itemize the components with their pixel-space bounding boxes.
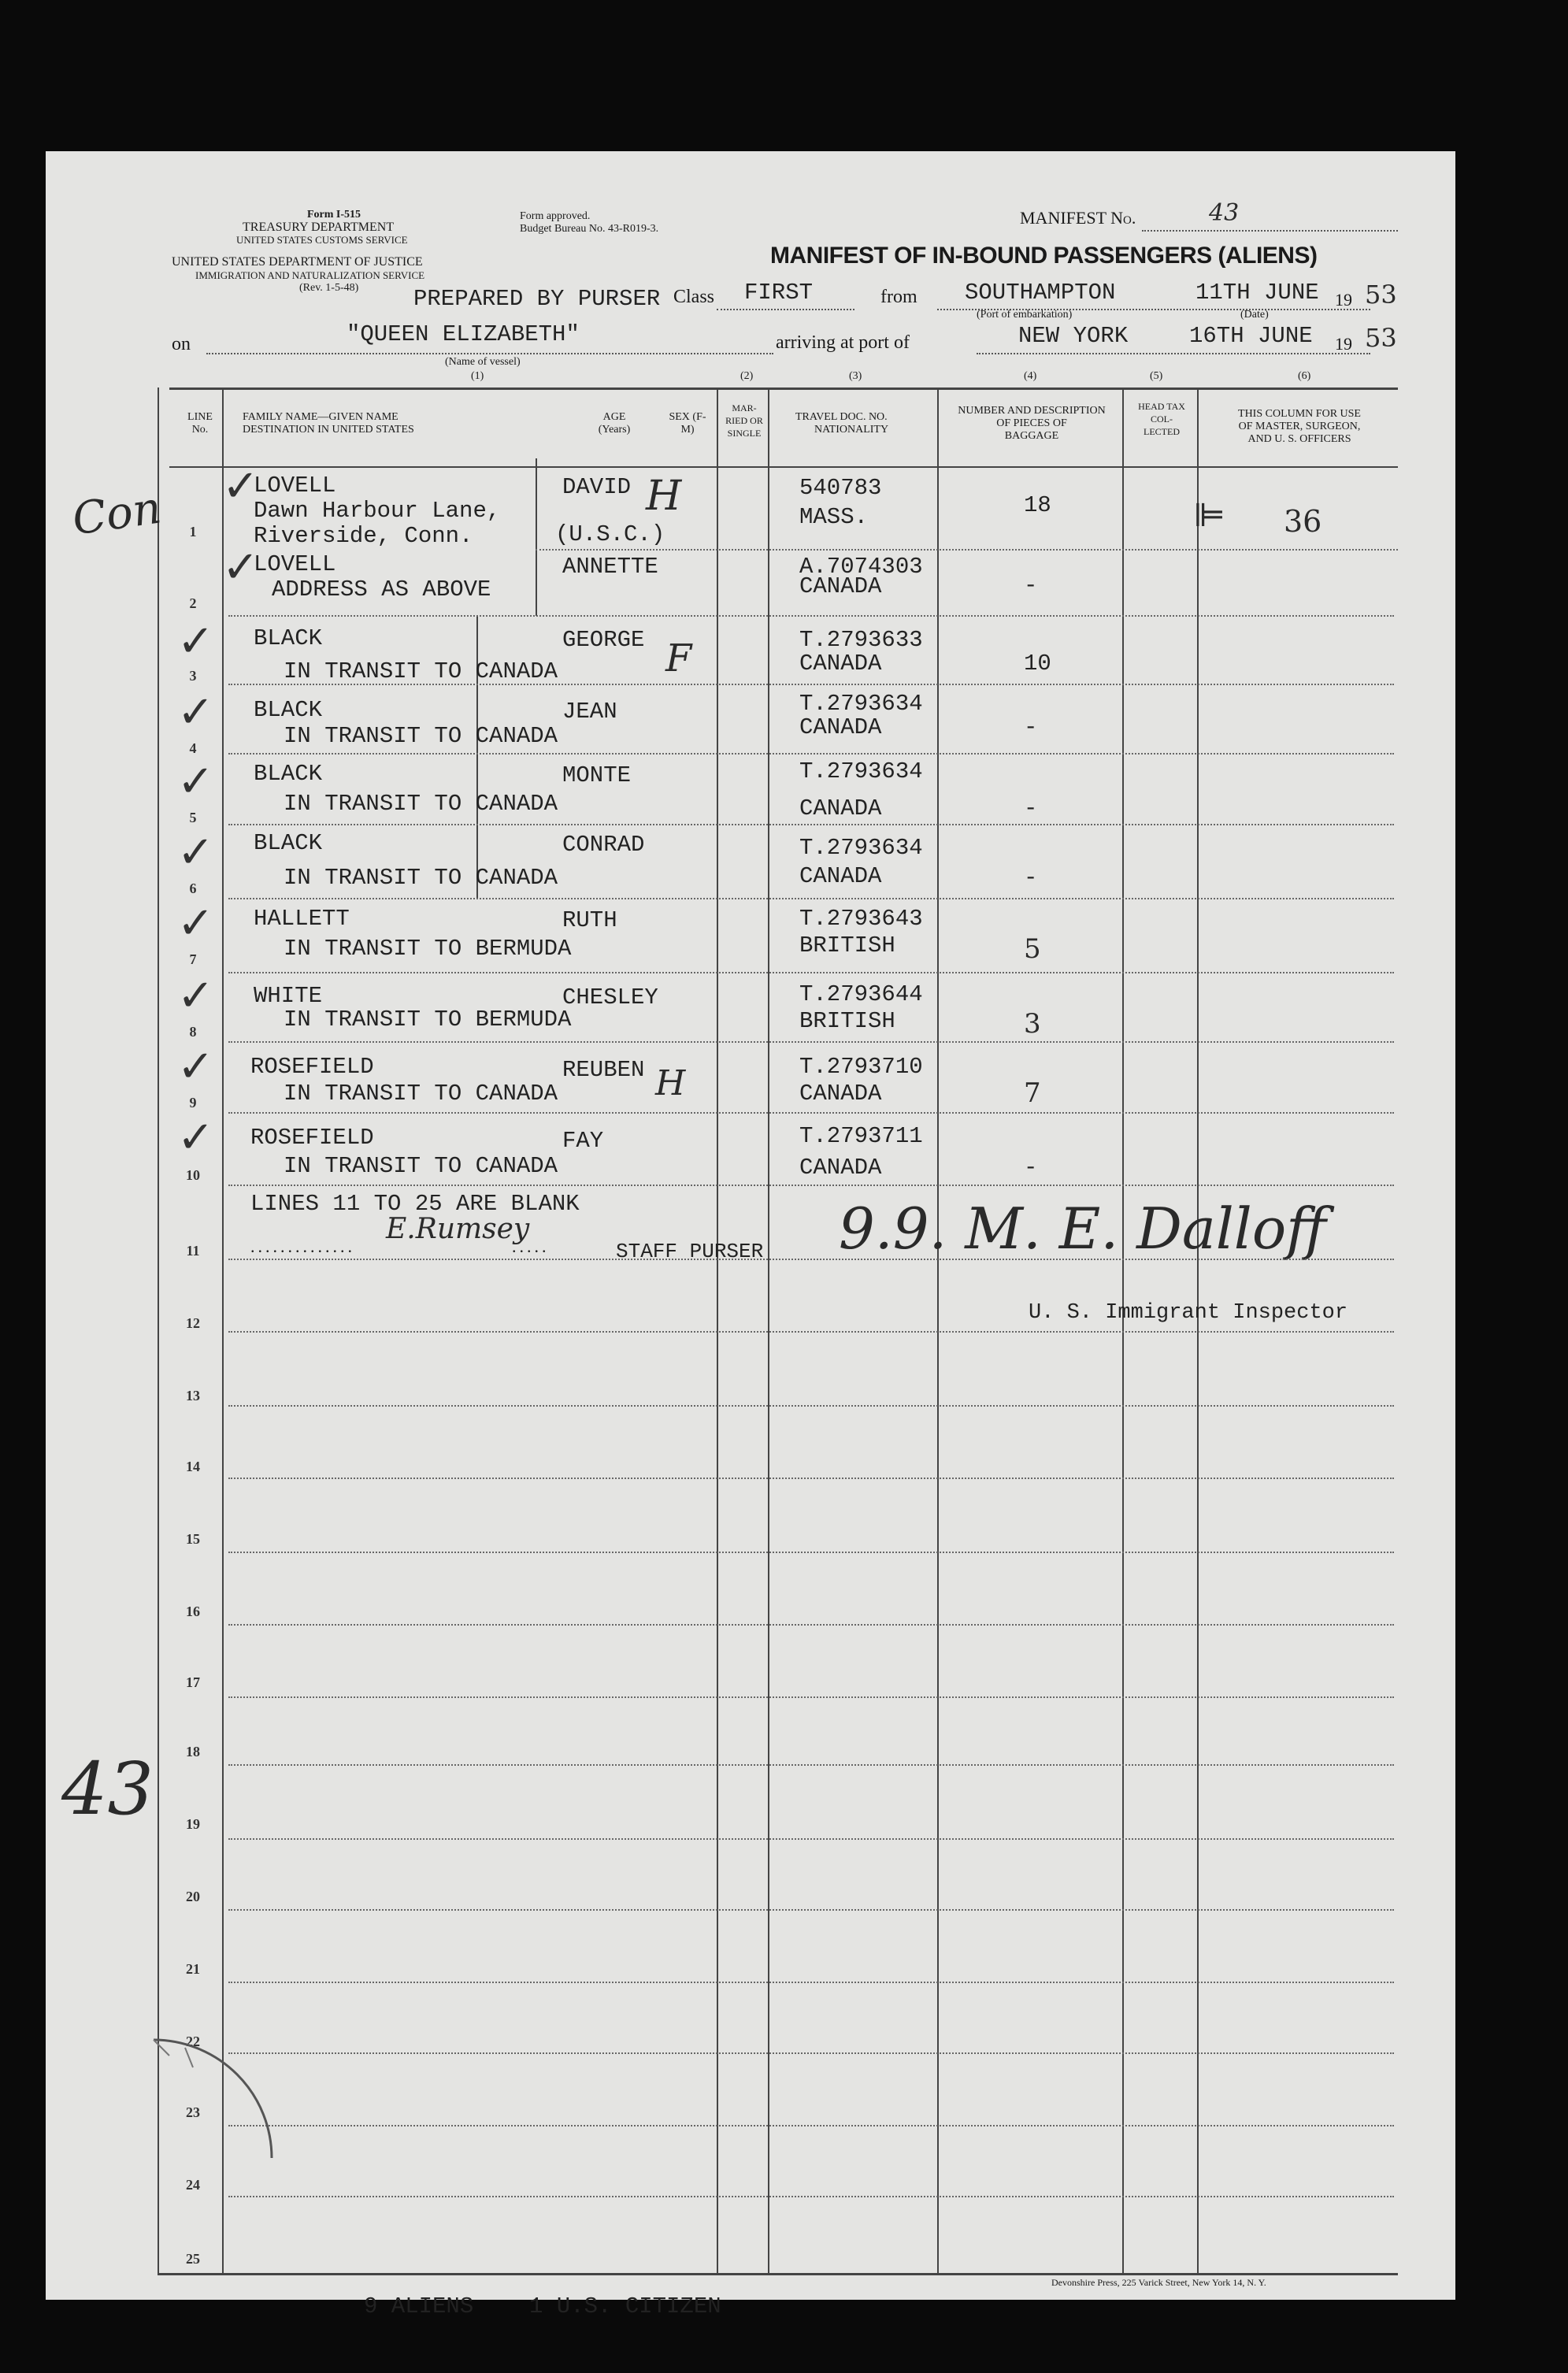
family-name: HALLETT bbox=[254, 906, 350, 932]
family-name: ROSEFIELD bbox=[250, 1125, 374, 1151]
line-number: 7 bbox=[189, 951, 197, 967]
purser-signature: E.Rumsey bbox=[386, 1213, 530, 1245]
arrival-port: NEW YORK bbox=[1018, 323, 1129, 349]
year-prefix-1: 19 bbox=[1335, 290, 1352, 310]
col-head-baggage: OF PIECES OF bbox=[996, 417, 1067, 429]
nationality: BRITISH bbox=[799, 933, 895, 958]
nationality: CANADA bbox=[799, 651, 882, 677]
col-head-travel-doc: TRAVEL DOC. NO. bbox=[795, 411, 888, 423]
row-separator bbox=[228, 1259, 1394, 1260]
baggage: 5 bbox=[1024, 933, 1041, 965]
manifest-title: MANIFEST OF IN-BOUND PASSENGERS (ALIENS) bbox=[770, 243, 1318, 269]
immigration-service: IMMIGRATION AND NATURALIZATION SERVICE bbox=[195, 269, 425, 281]
row-separator bbox=[228, 898, 1394, 899]
line-number: 24 bbox=[186, 2177, 200, 2193]
row-separator bbox=[228, 1838, 1394, 1840]
inspector-signature: 9.9. M. E. Dalloff bbox=[839, 1196, 1327, 1262]
given-name: REUBEN bbox=[562, 1057, 645, 1083]
given-name: DAVID bbox=[562, 474, 632, 500]
vessel-caption: (Name of vessel) bbox=[445, 356, 521, 368]
printer-imprint: Devonshire Press, 225 Varick Street, New York 14, N. Y. bbox=[1051, 2277, 1266, 2288]
row-separator bbox=[228, 1185, 1394, 1186]
line-number: 6 bbox=[189, 881, 197, 896]
line-number: 23 bbox=[186, 2104, 200, 2120]
nationality: CANADA bbox=[799, 863, 882, 889]
arriving-label: arriving at port of bbox=[776, 332, 910, 353]
revision-date: (Rev. 1-5-48) bbox=[299, 282, 359, 294]
destination: IN TRANSIT TO CANADA bbox=[284, 865, 558, 891]
line-number: 4 bbox=[189, 740, 197, 756]
family-name: ROSEFIELD bbox=[250, 1054, 374, 1080]
family-name: BLACK bbox=[254, 830, 323, 856]
col-head-baggage: NUMBER AND DESCRIPTION bbox=[958, 405, 1106, 417]
line-number: 20 bbox=[186, 1889, 200, 1904]
travel-doc: T.2793644 bbox=[799, 981, 923, 1007]
check-mark-icon: ✓ bbox=[177, 1041, 214, 1092]
nationality: CANADA bbox=[799, 1081, 882, 1107]
column-number-2: (2) bbox=[740, 370, 754, 382]
budget-bureau: Budget Bureau No. 43-R019-3. bbox=[520, 223, 659, 235]
row-separator bbox=[228, 2196, 1394, 2197]
given-name: RUTH bbox=[562, 907, 617, 933]
travel-doc: T.2793634 bbox=[799, 758, 923, 784]
line-number: 14 bbox=[186, 1459, 200, 1474]
line-number: 2 bbox=[189, 595, 197, 611]
column-number-4: (4) bbox=[1024, 370, 1037, 382]
travel-doc: T.2793634 bbox=[799, 691, 923, 717]
line-number: 12 bbox=[186, 1315, 200, 1331]
given-name: CONRAD bbox=[562, 832, 645, 858]
nationality: MASS. bbox=[799, 504, 869, 530]
travel-doc: 540783 bbox=[799, 475, 882, 501]
row-separator bbox=[228, 1624, 1394, 1626]
citizenship-note: (U.S.C.) bbox=[555, 521, 665, 547]
row-separator bbox=[228, 1112, 1394, 1114]
row-separator bbox=[228, 753, 1394, 755]
nationality: CANADA bbox=[799, 1155, 882, 1181]
summary-citizens: 1 U.S. CITIZEN bbox=[529, 2293, 721, 2319]
destination: IN TRANSIT TO CANADA bbox=[284, 1153, 558, 1179]
line-number: 25 bbox=[186, 2251, 200, 2267]
line-number: 17 bbox=[186, 1674, 200, 1690]
col-head-baggage: BAGGAGE bbox=[1004, 430, 1059, 442]
on-label: on bbox=[172, 334, 191, 354]
line-number: 3 bbox=[189, 668, 197, 684]
arrival-date: 16TH JUNE bbox=[1189, 323, 1313, 349]
column-number-1: (1) bbox=[471, 370, 484, 382]
destination: IN TRANSIT TO CANADA bbox=[284, 723, 558, 749]
row-separator bbox=[228, 1478, 1394, 1479]
handwritten-mark: H bbox=[646, 473, 682, 520]
table-top-rule bbox=[169, 387, 1398, 390]
blank-lines-note: LINES 11 TO 25 ARE BLANK bbox=[250, 1191, 580, 1217]
row-separator bbox=[228, 2125, 1394, 2126]
given-name: FAY bbox=[562, 1128, 604, 1154]
travel-doc: T.2793643 bbox=[799, 906, 923, 932]
row-separator bbox=[228, 1041, 1394, 1043]
officer-mark: ⊫ bbox=[1193, 498, 1226, 534]
justice-dept: UNITED STATES DEPARTMENT OF JUSTICE bbox=[172, 255, 423, 269]
check-mark-icon: ✓ bbox=[177, 687, 214, 738]
table-bottom-rule bbox=[158, 2273, 1398, 2275]
destination: IN TRANSIT TO CANADA bbox=[284, 791, 558, 817]
baggage: - bbox=[1024, 795, 1038, 821]
column-number-3: (3) bbox=[849, 370, 862, 382]
col-head-officers: THIS COLUMN FOR USE bbox=[1238, 408, 1361, 420]
row-separator bbox=[228, 1331, 1394, 1333]
line-number: 11 bbox=[186, 1243, 200, 1259]
nationality: CANADA bbox=[799, 573, 882, 599]
check-mark-icon: ✓ bbox=[177, 1112, 214, 1163]
row-separator bbox=[228, 1982, 1394, 1983]
col-head-married: MAR-RIED OR SINGLE bbox=[725, 402, 763, 439]
class-value: FIRST bbox=[744, 280, 814, 306]
nationality: CANADA bbox=[799, 795, 882, 821]
col-head-line-no: LINE No. bbox=[187, 411, 213, 436]
row-separator bbox=[228, 1696, 1394, 1698]
from-label: from bbox=[880, 287, 917, 307]
class-rule bbox=[717, 309, 854, 310]
col-head-head-tax: HEAD TAX COL-LECTED bbox=[1138, 401, 1185, 437]
baggage: - bbox=[1024, 865, 1038, 891]
stamp-arc bbox=[138, 2032, 295, 2221]
manifest-no-value: 43 bbox=[1209, 199, 1240, 227]
baggage: 7 bbox=[1024, 1077, 1041, 1109]
destination: Dawn Harbour Lane, bbox=[254, 498, 501, 524]
line-number: 19 bbox=[186, 1816, 200, 1832]
customs-service: UNITED STATES CUSTOMS SERVICE bbox=[236, 234, 408, 246]
manifest-no-label: MANIFEST No. bbox=[1020, 208, 1136, 228]
given-name: GEORGE bbox=[562, 627, 645, 653]
line-number: 22 bbox=[186, 2034, 200, 2049]
line-number: 16 bbox=[186, 1604, 200, 1619]
row-separator bbox=[228, 684, 1394, 685]
line-number: 9 bbox=[189, 1095, 197, 1110]
row-separator bbox=[228, 972, 1394, 973]
travel-doc: T.2793633 bbox=[799, 627, 923, 653]
row-separator bbox=[228, 615, 1394, 617]
travel-doc: T.2793634 bbox=[799, 835, 923, 861]
given-name: JEAN bbox=[562, 699, 617, 725]
line-number: 13 bbox=[186, 1388, 200, 1403]
row-separator bbox=[228, 2052, 1394, 2054]
col-head-age: AGE (Years) bbox=[598, 411, 631, 436]
check-mark-icon: ✓ bbox=[222, 542, 259, 593]
family-name: LOVELL bbox=[254, 473, 336, 499]
port-embarkation-caption: (Port of embarkation) bbox=[977, 309, 1073, 321]
travel-doc: T.2793711 bbox=[799, 1123, 923, 1149]
destination: IN TRANSIT TO BERMUDA bbox=[284, 1007, 572, 1033]
prepared-by: PREPARED BY PURSER bbox=[413, 286, 661, 312]
purser-signature-rule: .............. bbox=[250, 1237, 355, 1256]
vessel-name: "QUEEN ELIZABETH" bbox=[347, 321, 580, 347]
column-number-5: (5) bbox=[1150, 370, 1163, 382]
baggage: 10 bbox=[1024, 651, 1051, 677]
row-separator bbox=[228, 1764, 1394, 1766]
line-number: 8 bbox=[189, 1024, 197, 1040]
vessel-rule bbox=[206, 353, 773, 354]
given-name: CHESLEY bbox=[562, 984, 658, 1010]
family-name: BLACK bbox=[254, 697, 323, 723]
nationality: BRITISH bbox=[799, 1008, 895, 1034]
col-head-destination: DESTINATION IN UNITED STATES bbox=[243, 424, 414, 436]
header-bottom-rule bbox=[169, 466, 1398, 468]
check-mark-icon: ✓ bbox=[177, 898, 214, 949]
given-name: MONTE bbox=[562, 762, 632, 788]
baggage: - bbox=[1024, 1155, 1038, 1181]
col-head-family-name: FAMILY NAME—GIVEN NAME bbox=[243, 411, 398, 423]
table-left-edge bbox=[158, 387, 159, 2275]
baggage: - bbox=[1024, 714, 1038, 740]
destination: ADDRESS AS ABOVE bbox=[272, 577, 491, 603]
arrival-rule bbox=[977, 353, 1370, 354]
date-caption: (Date) bbox=[1240, 309, 1269, 321]
travel-doc: A.7074303 bbox=[799, 554, 923, 580]
line-number: 5 bbox=[189, 810, 197, 825]
margin-note: Con bbox=[69, 482, 165, 546]
destination: Riverside, Conn. bbox=[254, 523, 473, 549]
check-mark-icon: ✓ bbox=[177, 970, 214, 1022]
departure-date: 11TH JUNE bbox=[1195, 280, 1319, 306]
column-number-6: (6) bbox=[1298, 370, 1311, 382]
col-head-officers: OF MASTER, SURGEON, bbox=[1238, 421, 1361, 432]
row-separator bbox=[228, 1909, 1394, 1911]
inspector-label: U. S. Immigrant Inspector bbox=[1029, 1301, 1348, 1325]
line-number: 21 bbox=[186, 1961, 200, 1977]
year-2: 53 bbox=[1365, 323, 1397, 353]
line-number: 15 bbox=[186, 1531, 200, 1547]
family-name: LOVELL bbox=[254, 551, 336, 577]
col-head-nationality: NATIONALITY bbox=[814, 424, 889, 436]
baggage: 18 bbox=[1024, 492, 1051, 518]
purser-signature-rule: ..... bbox=[512, 1237, 550, 1256]
manifest-no-rule bbox=[1142, 230, 1398, 232]
col-divider-line bbox=[222, 387, 224, 2275]
officer-note: 36 bbox=[1284, 504, 1322, 539]
margin-note: 43 bbox=[61, 1747, 154, 1831]
travel-doc: T.2793710 bbox=[799, 1054, 923, 1080]
summary-aliens: 9 ALIENS bbox=[364, 2293, 474, 2319]
year-1: 53 bbox=[1365, 280, 1397, 310]
class-label: Class bbox=[673, 287, 715, 307]
from-value: SOUTHAMPTON bbox=[965, 280, 1116, 306]
form-approval: Form approved. bbox=[520, 210, 591, 222]
destination: IN TRANSIT TO CANADA bbox=[284, 658, 558, 684]
family-name: BLACK bbox=[254, 625, 323, 651]
form-number: Form I-515 bbox=[307, 209, 361, 221]
check-mark-icon: ✓ bbox=[177, 827, 214, 878]
name-age-divider bbox=[536, 458, 537, 616]
check-mark-icon: ✓ bbox=[177, 756, 214, 807]
row-separator bbox=[228, 824, 1394, 825]
handwritten-mark: F bbox=[665, 636, 692, 680]
given-name: ANNETTE bbox=[562, 554, 658, 580]
col-head-sex: SEX (F-M) bbox=[669, 411, 706, 436]
nationality: CANADA bbox=[799, 714, 882, 740]
line-number: 1 bbox=[189, 524, 197, 539]
baggage: - bbox=[1024, 573, 1038, 599]
check-mark-icon: ✓ bbox=[177, 616, 214, 667]
family-name: WHITE bbox=[254, 983, 323, 1009]
row-separator bbox=[228, 1552, 1394, 1553]
family-name: BLACK bbox=[254, 761, 323, 787]
year-prefix-2: 19 bbox=[1335, 334, 1352, 354]
handwritten-mark: H bbox=[655, 1063, 686, 1103]
staff-purser-label: STAFF PURSER bbox=[616, 1240, 764, 1263]
check-mark-icon: ✓ bbox=[222, 461, 259, 512]
line-number: 10 bbox=[186, 1167, 200, 1183]
destination: IN TRANSIT TO CANADA bbox=[284, 1081, 558, 1107]
row-separator bbox=[536, 549, 1398, 551]
treasury-dept: TREASURY DEPARTMENT bbox=[243, 221, 395, 234]
line-number: 18 bbox=[186, 1744, 200, 1759]
col-head-officers: AND U. S. OFFICERS bbox=[1247, 433, 1351, 445]
baggage: 3 bbox=[1024, 1008, 1041, 1040]
destination: IN TRANSIT TO BERMUDA bbox=[284, 936, 572, 962]
row-separator bbox=[228, 1405, 1394, 1407]
